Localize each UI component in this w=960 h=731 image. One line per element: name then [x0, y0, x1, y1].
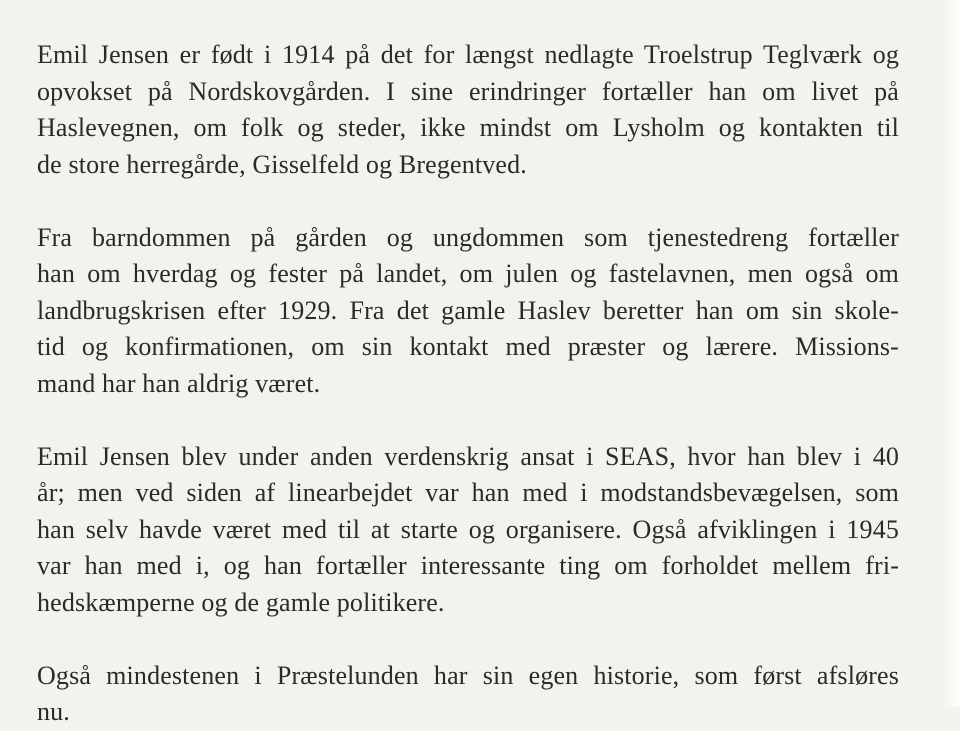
paragraph-2	[37, 220, 899, 403]
text-line: år; men ved siden af linearbejdet var han med i modstandsbevægelsen, som	[37, 478, 899, 507]
text-line: Emil Jensen blev under anden verdenskrig ansat i SEAS, hvor han blev i 40	[37, 441, 899, 471]
text-line: Også mindestenen i Præstelunden har sin egen historie, som først afsløres	[37, 660, 899, 690]
text-line: Emil Jensen er født i 1914 på det for længst nedlagte Troelstrup Teglværk og	[37, 40, 899, 69]
text-line: Fra barndommen på gården og ungdommen som tjenestedreng fortæller	[37, 222, 899, 252]
paragraph-4	[37, 658, 899, 731]
text-line: opvokset på Nordskovgården. I sine erindringer fortæller han om livet på	[37, 76, 899, 106]
text-line: Haslevegnen, om folk og steder, ikke mindst om Lysholm og kontakten til	[37, 113, 899, 142]
text-line: de store herregårde, Gisselfeld og Bregentved.	[37, 149, 527, 179]
text-line: hedskæmperne og de gamle politikere.	[37, 587, 445, 617]
text-line: han selv havde været med til at starte og organisere. Også afviklingen i 1945	[37, 514, 899, 544]
text-line: var han med i, og han fortæller interessante ting om forholdet mellem fri-	[37, 551, 899, 580]
paragraph-1	[37, 37, 899, 183]
body-text	[37, 37, 899, 731]
page-edge	[942, 0, 960, 707]
text-line: tid og konfirmationen, om sin kontakt med præster og lærere. Missions-	[37, 332, 899, 361]
text-line: han om hverdag og fester på landet, om julen og fastelavnen, men også om	[37, 259, 899, 288]
text-line: mand har han aldrig været.	[37, 368, 321, 398]
text-line: landbrugskrisen efter 1929. Fra det gamle Haslev beretter han om sin skole-	[37, 295, 899, 325]
paragraph-3	[37, 439, 899, 622]
text-line: nu.	[37, 697, 70, 726]
